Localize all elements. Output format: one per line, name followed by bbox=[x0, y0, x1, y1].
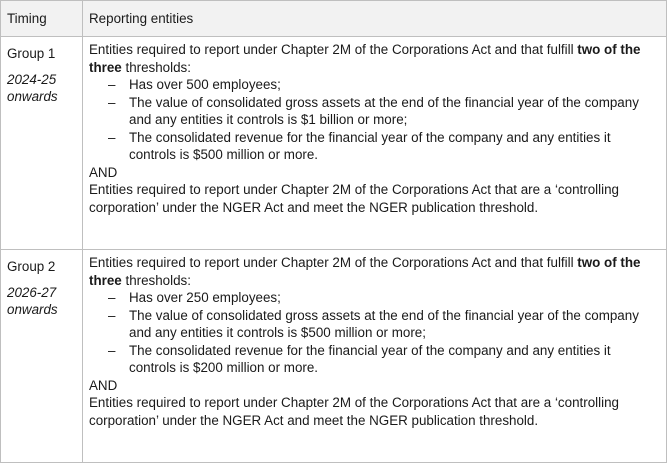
criteria-intro-suffix: thresholds: bbox=[121, 59, 191, 75]
dash-bullet: – bbox=[108, 77, 116, 92]
criteria-intro bbox=[89, 254, 660, 289]
entities-cell bbox=[83, 250, 667, 463]
timing-cell bbox=[1, 250, 83, 463]
dash-bullet: – bbox=[108, 307, 116, 323]
list-item bbox=[108, 129, 660, 164]
dash-bullet: – bbox=[108, 290, 116, 305]
criteria-intro-text: Entities required to report under Chapter 2M of the Corporations Act and that fulfill bbox=[89, 255, 578, 270]
list-item bbox=[108, 289, 660, 307]
threshold-list bbox=[89, 289, 660, 377]
threshold-text: The consolidated revenue for the financial year of the company and any entities it controls is $500 million or more. bbox=[129, 129, 611, 162]
entities-cell bbox=[83, 37, 667, 250]
threshold-text: Has over 500 employees; bbox=[129, 77, 281, 92]
list-item bbox=[108, 94, 660, 129]
threshold-text: The consolidated revenue for the financial year of the company and any entities it controls is $200 million or more. bbox=[129, 342, 611, 375]
criteria-intro-text: Entities required to report under Chapter 2M of the Corporations Act and that fulfill bbox=[89, 42, 578, 57]
threshold-list bbox=[89, 76, 660, 164]
criteria-intro-suffix: thresholds: bbox=[121, 272, 191, 288]
criteria-closing: Entities required to report under Chapter 2M of the Corporations Act that are a ‘controlling corporation’ under the NGER Act and meet the NGER publication threshold. bbox=[89, 395, 619, 428]
group-name: Group 2 bbox=[7, 259, 56, 274]
list-item bbox=[108, 76, 660, 94]
threshold-text: The value of consolidated gross assets at the end of the financial year of the company and any entities it controls is $500 million or more; bbox=[129, 307, 639, 340]
list-item bbox=[108, 307, 660, 342]
dash-bullet: – bbox=[108, 129, 116, 145]
header-timing: Timing bbox=[1, 1, 83, 37]
group-period: 2026-27 onwards bbox=[7, 284, 58, 317]
group-name: Group 1 bbox=[7, 46, 56, 61]
criteria-intro bbox=[89, 41, 660, 76]
conjunction: AND bbox=[89, 377, 118, 393]
table-row-group-2 bbox=[1, 250, 667, 463]
criteria-intro-emphasis: two of the three bbox=[89, 255, 641, 288]
dash-bullet: – bbox=[108, 94, 116, 110]
threshold-text: Has over 250 employees; bbox=[129, 290, 281, 305]
list-item bbox=[108, 342, 660, 377]
conjunction: AND bbox=[89, 164, 118, 180]
threshold-text: The value of consolidated gross assets at the end of the financial year of the company and any entities it controls is $1 billion or more; bbox=[129, 94, 639, 127]
table-row-group-1 bbox=[1, 37, 667, 250]
criteria-intro-emphasis: two of the three bbox=[89, 42, 641, 75]
header-row bbox=[1, 1, 667, 37]
dash-bullet: – bbox=[108, 342, 116, 358]
group-period: 2024-25 onwards bbox=[7, 71, 58, 104]
header-reporting-entities: Reporting entities bbox=[83, 1, 667, 37]
criteria-closing: Entities required to report under Chapter 2M of the Corporations Act that are a ‘controlling corporation’ under the NGER Act and meet the NGER publication threshold. bbox=[89, 182, 619, 215]
timing-cell bbox=[1, 37, 83, 250]
